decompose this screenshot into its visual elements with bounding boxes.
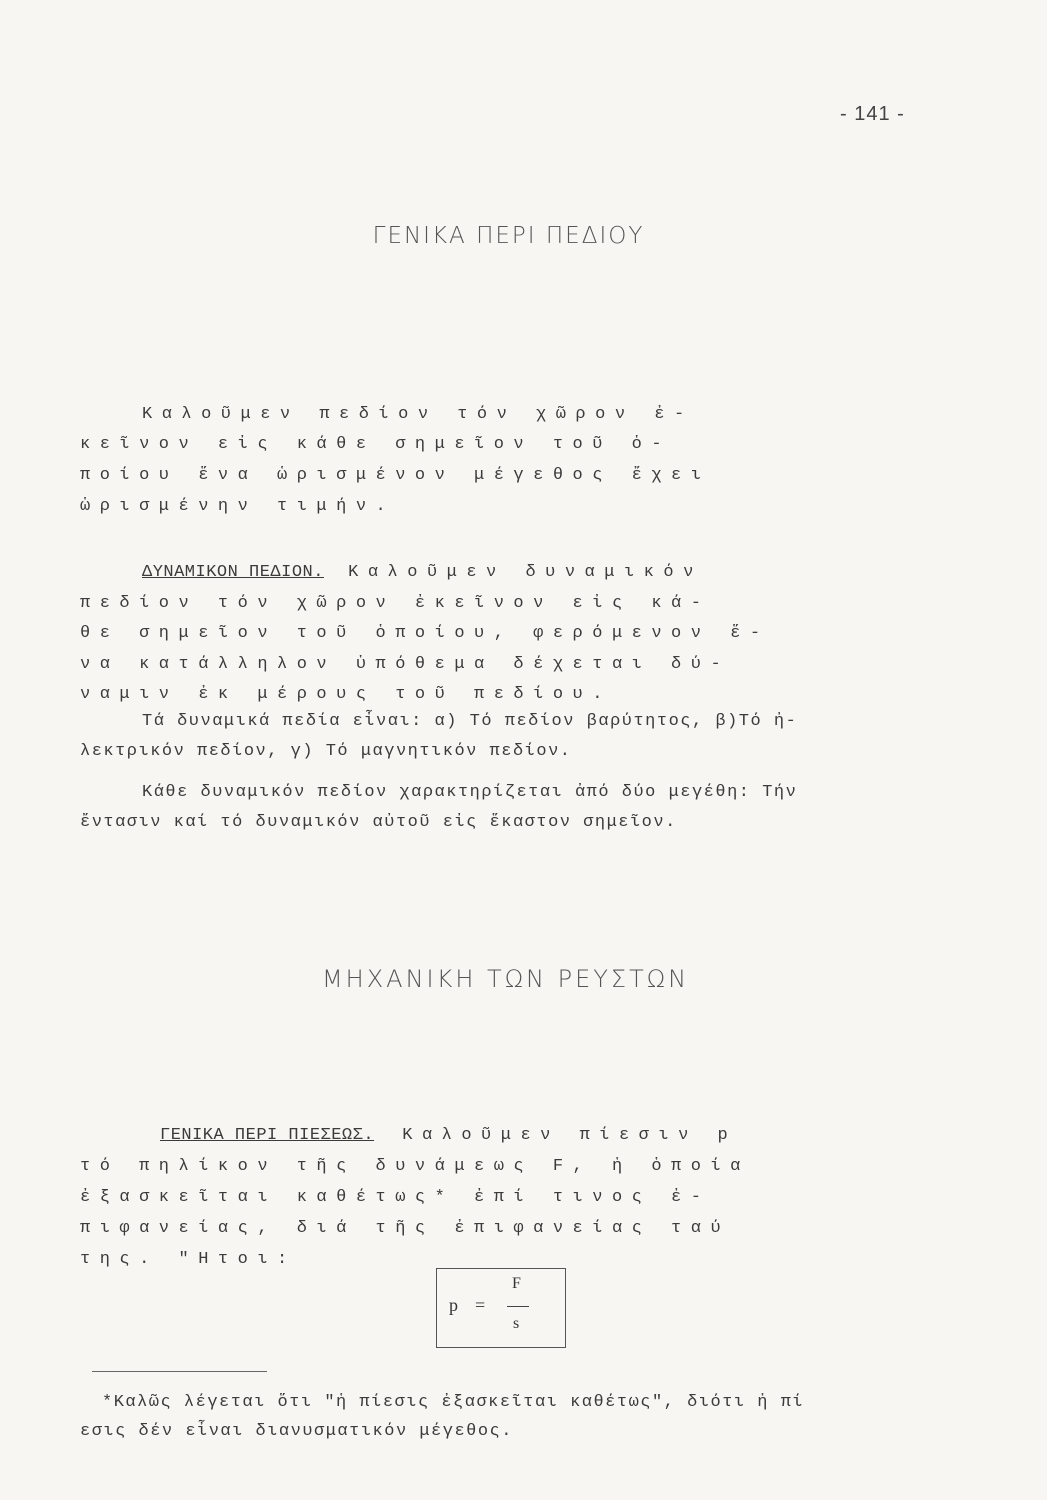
dynamic-field-title: ΔΥΝΑΜΙΚΟΝ ΠΕΔΙΟΝ. [142, 563, 324, 582]
text-line: Καλοῦμεν πεδίον τόν χῶρον ἐ- [142, 405, 694, 424]
text-line: της. "Ητοι: [80, 1250, 297, 1269]
text-line: κεῖνον εἰς κάθε σημεῖον τοῦ ὁ- [80, 435, 672, 454]
text-line: Κάθε δυναμικόν πεδίον χαρακτηρίζεται ἀπό δύο μεγέθη: Τήν [142, 783, 798, 802]
text-line: να κατάλληλον ὑπόθεμα δέχεται δύ- [80, 655, 731, 674]
footnote-line: εσις δέν εἶναι διανυσματικόν μέγεθος. [80, 1422, 513, 1441]
text-line: ἔντασιν καί τό δυναμικόν αὐτοῦ εἰς ἕκαστον σημεῖον. [80, 813, 677, 832]
text-span: Καλοῦμεν πίεσιν p [402, 1126, 738, 1145]
page-number: - 141 - [840, 103, 905, 125]
pressure-formula [436, 1268, 566, 1348]
text-line: θε σημεῖον τοῦ ὁποίου, φερόμενον ἕ- [80, 624, 770, 643]
text-line: ποίου ἕνα ὡρισμένον μέγεθος ἔχει [80, 466, 711, 485]
text-line: Τά δυναμικά πεδία εἶναι: α) Τό πεδίον βαρύτητος, β)Τό ἠ- [142, 712, 798, 731]
text-line: λεκτρικόν πεδίον, γ) Τό μαγνητικόν πεδίον. [80, 742, 572, 761]
text-line: ναμιν ἐκ μέρους τοῦ πεδίου. [80, 685, 612, 704]
section-heading-field: ΓΕΝΙΚΑ ΠΕΡΙ ΠΕΔΙΟΥ [372, 223, 645, 249]
pressure-title: ΓΕΝΙΚΑ ΠΕΡΙ ΠΙΕΣΕΩΣ. [160, 1126, 375, 1145]
text-span: Καλοῦμεν δυναμικόν [348, 563, 703, 582]
fraction-bar [507, 1306, 529, 1307]
formula-lhs: p [449, 1295, 458, 1315]
text-line: ὡρισμένην τιμήν. [80, 497, 396, 516]
text-line: πεδίον τόν χῶρον ἐκεῖνον εἰς κά- [80, 594, 711, 613]
formula-numerator: F [512, 1275, 521, 1292]
text-line [160, 1121, 965, 1151]
footnote-line: *Καλῶς λέγεται ὅτι "ἡ πίεσις ἐξασκεῖται καθέτως", διότι ἡ πί [102, 1393, 805, 1412]
text-line: τό πηλίκον τῆς δυνάμεως F, ἡ ὁποία [80, 1157, 750, 1176]
text-line: ἐξασκεῖται καθέτως* ἐπί τινος ἐ- [80, 1188, 711, 1207]
section-heading-fluids: ΜΗΧΑΝΙΚΗ ΤΩΝ ΡΕΥΣΤΩΝ [321, 965, 690, 993]
text-line: πιφανείας, διά τῆς ἐπιφανείας ταύ [80, 1219, 731, 1238]
formula-equals: = [475, 1295, 486, 1315]
text-line [142, 558, 965, 588]
footnote-divider [92, 1371, 267, 1372]
formula-denominator: s [513, 1315, 520, 1332]
